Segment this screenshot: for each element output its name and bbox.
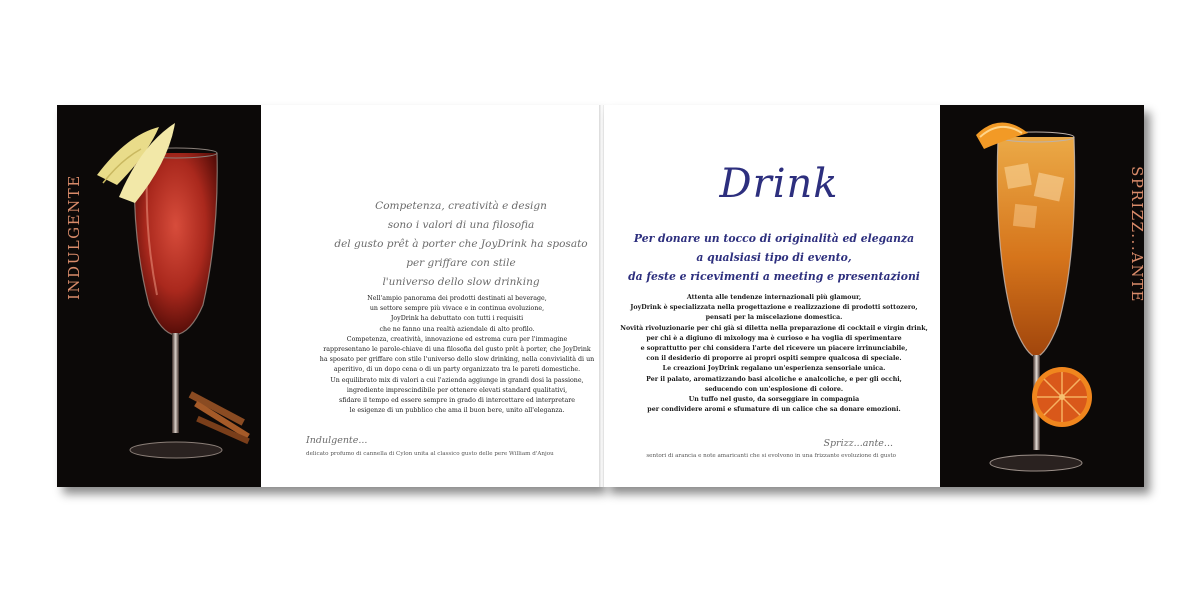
right-heading [624, 229, 924, 286]
right-body-text [594, 293, 954, 415]
right-heading-line: da feste e ricevimenti a meeting e presentazioni [628, 270, 920, 283]
left-body-line: ingrediente imprescindibile per ottenere elevati standard qualitativi, [346, 386, 568, 394]
left-heading [319, 197, 603, 292]
right-body-line: Un tuffo nel gusto, da sorseggiare in compagnia [688, 396, 860, 404]
right-heading-line: a qualsiasi tipo di evento, [696, 251, 852, 264]
orange-spritz-photo [940, 105, 1144, 487]
left-body-line: rappresentano le parole-chiave di una filosofia del gusto prêt à porter, che JoyDrink [323, 346, 591, 354]
left-body-line: Un equilibrato mix di valori a cui l'azienda aggiunge in grandi dosi la passione, [330, 376, 584, 384]
vertical-label-indulgente: INDULGENTE [65, 174, 83, 300]
left-heading-line: del gusto prêt à porter che JoyDrink ha sposato [334, 238, 588, 250]
left-body-line: aperitivo, di un dopo cena o di un party organizzato tra le pareti domestiche. [333, 366, 581, 374]
right-body-line: pensati per la miscelazione domestica. [705, 314, 843, 322]
right-body-line: Le creazioni JoyDrink regalano un'esperienza sensoriale unica. [662, 365, 886, 373]
right-body-line: Novità rivoluzionarie per chi già si diletta nella preparazione di cocktail e virgin drink, [620, 324, 928, 332]
left-page [57, 105, 600, 487]
right-body-line: Per il palato, aromatizzando basi alcoliche e analcoliche, e per gli occhi, [646, 375, 902, 383]
right-body-line: con il desiderio di proporre ai propri ospiti sempre qualcosa di speciale. [646, 355, 902, 363]
left-body-line: Competenza, creatività, innovazione ed estrema cura per l'immagine [346, 335, 568, 343]
left-body-line: sfidare il tempo ed essere sempre in grado di intercettare ed interpretare [339, 397, 575, 405]
left-body-line: che ne fanno una realtà aziendale di alto profilo. [379, 325, 535, 333]
left-heading-line: l'universo dello slow drinking [382, 276, 540, 288]
drink-title: Drink [719, 161, 839, 207]
right-body-line: e soprattutto per chi considera l'arte del ricevere un piacere irrinunciabile, [640, 345, 908, 353]
left-sub-title: Indulgente... [306, 435, 368, 446]
red-cocktail-illustration [57, 105, 261, 487]
left-heading-line: Competenza, creatività e design [375, 200, 547, 212]
left-body-line: ha sposato per griffare con stile l'universo dello slow drinking, nella convivialità di un [319, 356, 595, 364]
right-sub-text: sentori di arancia e note amaricanti che si evolvono in una frizzante evoluzione di gusto [646, 453, 896, 459]
right-heading-line: Per donare un tocco di originalità ed eleganza [633, 232, 915, 245]
left-sub-text: delicato profumo di cannella di Cylon unita al classico gusto delle pere William d'Anjou [306, 451, 554, 457]
right-body-line: per chi è a digiuno di mixology ma è curioso e ha voglia di sperimentare [646, 334, 902, 342]
left-body-line: Nell'ampio panorama dei prodotti destinati al beverage, [367, 295, 547, 302]
right-body-line: JoyDrink è specializzata nella progettazione e realizzazione di prodotti sottozero, [630, 304, 918, 312]
right-body-line: per condividere aromi e sfumature di un calice che sa donare emozioni. [647, 406, 901, 414]
orange-spritz-illustration [940, 105, 1144, 487]
left-body-line: un settore sempre più vivace e in continua evoluzione, [369, 305, 545, 313]
vertical-label-sprizzante: SPRIZZ...ANTE [1128, 166, 1146, 303]
left-heading-line: sono i valori di una filosofia [387, 219, 535, 231]
left-body-text [272, 294, 642, 416]
right-page [604, 105, 1144, 487]
left-heading-line: per griffare con stile [406, 257, 516, 269]
left-body-line: le esigenze di un pubblico che ama il buon bere, unito all'eleganza. [349, 407, 565, 415]
left-body-line: JoyDrink ha debuttato con tutti i requisiti [390, 315, 524, 323]
right-body-line: Attenta alle tendenze internazionali più glamour, [686, 294, 862, 301]
right-sub-title: Sprizz...ante... [823, 438, 893, 449]
right-body-line: seducendo con un'esplosione di colore. [704, 385, 844, 393]
red-cocktail-photo [57, 105, 261, 487]
